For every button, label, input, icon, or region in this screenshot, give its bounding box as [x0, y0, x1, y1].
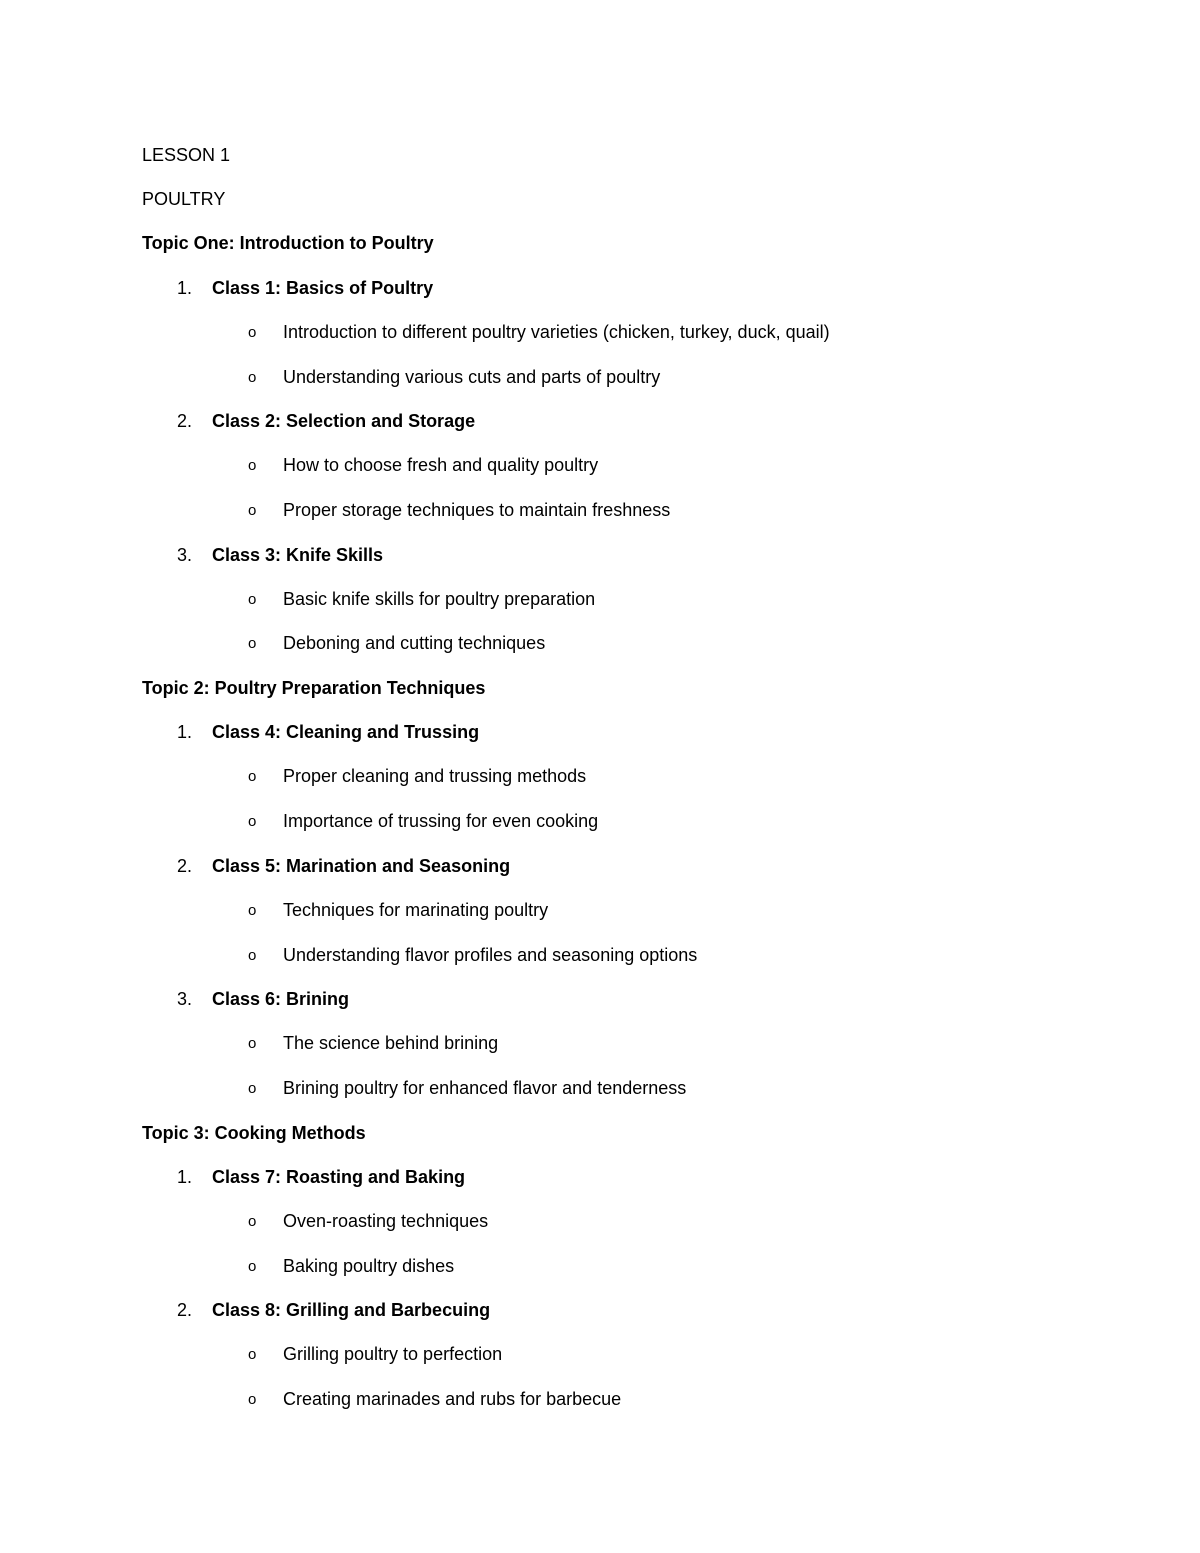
list-item: Creating marinades and rubs for barbecue — [283, 1389, 622, 1409]
list-item: Grilling poultry to perfection — [283, 1344, 503, 1364]
class-number: 2. — [176, 411, 192, 431]
list-item: Baking poultry dishes — [283, 1256, 455, 1276]
list-item: How to choose fresh and quality poultry — [283, 455, 599, 475]
class-title: Class 1: Basics of Poultry — [212, 278, 434, 298]
bullet-icon: o — [248, 813, 257, 830]
topic-heading: Topic 3: Cooking Methods — [142, 1123, 366, 1143]
bullet-icon: o — [248, 635, 257, 652]
list-item: Importance of trussing for even cooking — [283, 811, 599, 831]
list-item: Techniques for marinating poultry — [283, 900, 549, 920]
bullet-icon: o — [248, 324, 257, 341]
list-item: Oven-roasting techniques — [283, 1211, 489, 1231]
class-title: Class 5: Marination and Seasoning — [212, 856, 511, 876]
class-number: 1. — [176, 278, 192, 298]
list-item: Proper cleaning and trussing methods — [283, 766, 587, 786]
class-title: Class 7: Roasting and Baking — [212, 1167, 466, 1187]
bullet-icon: o — [248, 1035, 257, 1052]
class-title: Class 8: Grilling and Barbecuing — [212, 1300, 491, 1320]
bullet-icon: o — [248, 502, 257, 519]
list-item: The science behind brining — [283, 1033, 499, 1053]
class-number: 3. — [176, 989, 192, 1009]
lesson-label: LESSON 1 — [142, 145, 231, 165]
subject-heading: POULTRY — [142, 189, 226, 209]
bullet-icon: o — [248, 1346, 257, 1363]
bullet-icon: o — [248, 768, 257, 785]
class-number: 1. — [176, 1167, 192, 1187]
list-item: Understanding flavor profiles and seasoning options — [283, 945, 698, 965]
list-item: Deboning and cutting techniques — [283, 633, 546, 653]
class-number: 1. — [176, 722, 192, 742]
class-title: Class 4: Cleaning and Trussing — [212, 722, 480, 742]
bullet-icon: o — [248, 1213, 257, 1230]
bullet-icon: o — [248, 902, 257, 919]
topic-heading: Topic 2: Poultry Preparation Techniques — [142, 678, 486, 698]
bullet-icon: o — [248, 457, 257, 474]
list-item: Proper storage techniques to maintain freshness — [283, 500, 671, 520]
bullet-icon: o — [248, 369, 257, 386]
class-title: Class 3: Knife Skills — [212, 545, 384, 565]
class-title: Class 6: Brining — [212, 989, 350, 1009]
list-item: Understanding various cuts and parts of poultry — [283, 367, 661, 387]
class-number: 2. — [176, 1300, 192, 1320]
list-item: Brining poultry for enhanced flavor and tenderness — [283, 1078, 687, 1098]
bullet-icon: o — [248, 947, 257, 964]
bullet-icon: o — [248, 1258, 257, 1275]
class-title: Class 2: Selection and Storage — [212, 411, 476, 431]
bullet-icon: o — [248, 1391, 257, 1408]
class-number: 2. — [176, 856, 192, 876]
list-item: Introduction to different poultry varieties (chicken, turkey, duck, quail) — [283, 322, 830, 342]
bullet-icon: o — [248, 591, 257, 608]
list-item: Basic knife skills for poultry preparation — [283, 589, 596, 609]
bullet-icon: o — [248, 1080, 257, 1097]
class-number: 3. — [176, 545, 192, 565]
topic-heading: Topic One: Introduction to Poultry — [142, 233, 434, 253]
